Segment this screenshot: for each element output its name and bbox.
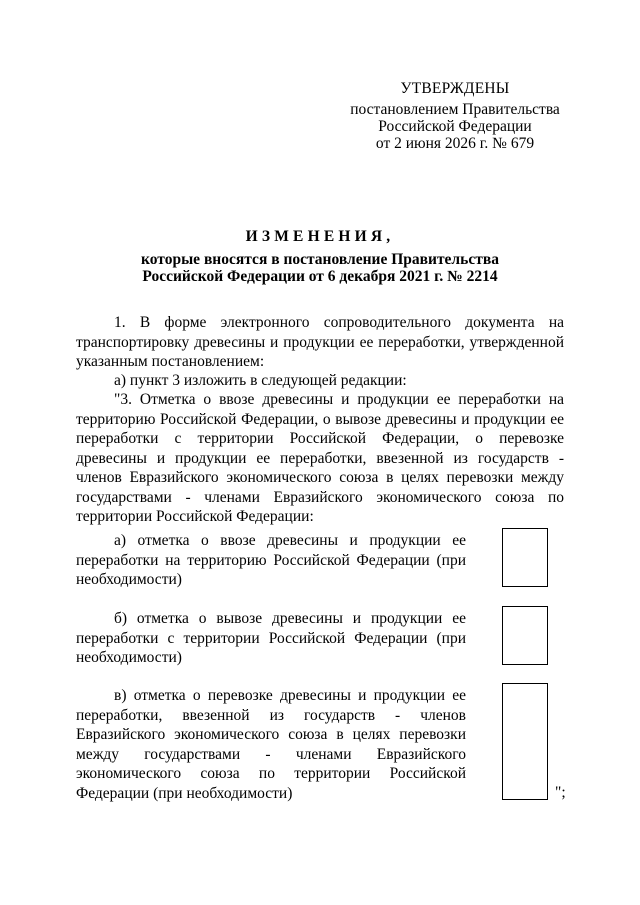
approval-line-1: постановлением Правительства (350, 101, 560, 118)
mark-item-transit: в) отметка о перевозке древесины и продукции ее переработки, ввезенной из государств - членов Евразийского экономического союза в целях перевозки между государствами - членами Евразийского экономического союза по территории Российской Федерации (при необходимости) (76, 687, 466, 802)
document-subtitle-line-2: Российской Федерации от 6 декабря 2021 г. № 2214 (142, 268, 498, 285)
mark-box-import (502, 528, 548, 587)
mark-item-import: а) отметка о ввозе древесины и продукции ее переработки на территорию Российской Федерации (при необходимости) (76, 532, 466, 588)
closing-quote: "; (555, 784, 566, 801)
approval-title: УТВЕРЖДЕНЫ (400, 80, 510, 97)
mark-item-export: б) отметка о вывозе древесины и продукции ее переработки с территории Российской Федерации (при необходимости) (76, 610, 466, 666)
mark-box-export (502, 606, 548, 665)
paragraph-1: 1. В форме электронного сопроводительного документа на транспортировку древесины и продукции ее переработки, утвержденной указанным постановлением: (76, 314, 564, 370)
approval-line-2: Российской Федерации (378, 118, 532, 135)
paragraph-3: "3. Отметка о ввозе древесины и продукции ее переработки на территорию Российской Федерации, о вывозе древесины и продукции ее переработки с территории Российской Федерации, о перевозке древесины и продукции ее переработки, ввезенной из государств - членов Евразийского экономического союза в целях перевозки между государствами - членами Евразийского экономического союза по территории Российской Федерации: (76, 391, 564, 525)
paragraph-2: а) пункт 3 изложить в следующей редакции: (114, 372, 407, 389)
document-title: ИЗМЕНЕНИЯ, (245, 228, 395, 245)
document-subtitle-line-1: которые вносятся в постановление Правительства (141, 251, 499, 268)
mark-box-transit (502, 683, 548, 800)
approval-line-3: от 2 июня 2026 г. № 679 (375, 135, 535, 152)
